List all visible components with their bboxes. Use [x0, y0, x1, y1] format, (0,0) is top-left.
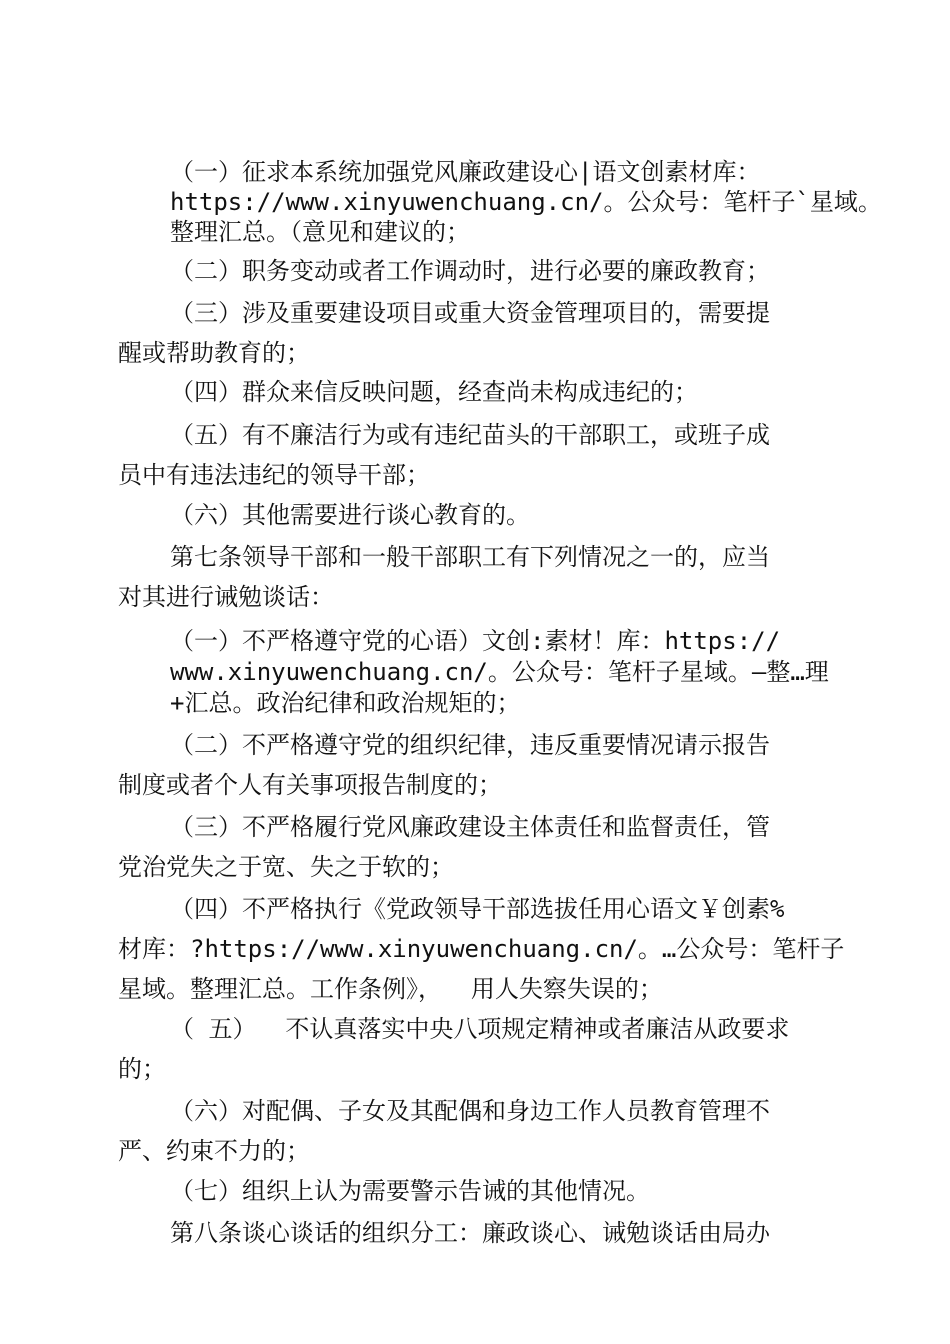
text-line: 材库：?https://www.xinyuwenchuang.cn/。…公众号：笔杆子: [118, 935, 845, 963]
text-line: 整理汇总。（意见和建议的；: [170, 218, 470, 246]
text-line: （ 五） 不认真落实中央八项规定精神或者廉洁从政要求: [170, 1015, 790, 1043]
text-line: 第八条谈心谈话的组织分工：廉政谈心、诫勉谈话由局办: [170, 1219, 770, 1247]
text-line: 党治党失之于宽、失之于软的；: [118, 853, 454, 881]
text-line: （二）不严格遵守党的组织纪律，违反重要情况请示报告: [170, 731, 770, 759]
text-line: （四）不严格执行《党政领导干部选拔任用心语文￥创素%: [170, 895, 785, 923]
text-line: （四）群众来信反映问题，经查尚未构成违纪的；: [170, 378, 698, 406]
text-line: （三）不严格履行党风廉政建设主体责任和监督责任，管: [170, 813, 770, 841]
text-line: 员中有违法违纪的领导干部；: [118, 461, 430, 489]
text-line: https://www.xinyuwenchuang.cn/。公众号：笔杆子`星域。: [170, 188, 882, 216]
text-line: （七）组织上认为需要警示告诫的其他情况。: [170, 1177, 650, 1205]
text-line: （六）对配偶、子女及其配偶和身边工作人员教育管理不: [170, 1097, 770, 1125]
text-line: 制度或者个人有关事项报告制度的；: [118, 771, 502, 799]
text-line: 的；: [118, 1055, 166, 1083]
text-line: www.xinyuwenchuang.cn/。公众号：笔杆子星域。—整…理: [170, 658, 829, 686]
text-line: （二）职务变动或者工作调动时，进行必要的廉政教育；: [170, 257, 770, 285]
text-line: （一）征求本系统加强党风廉政建设心|语文创素材库：: [170, 158, 761, 186]
text-line: +汇总。政治纪律和政治规矩的；: [170, 689, 521, 717]
text-line: 星域。整理汇总。工作条例》， 用人失察失误的；: [118, 975, 663, 1003]
text-line: 醒或帮助教育的；: [118, 339, 310, 367]
text-line: 第七条领导干部和一般干部职工有下列情况之一的，应当: [170, 543, 770, 571]
text-line: 严、约束不力的；: [118, 1137, 310, 1165]
text-line: （一）不严格遵守党的心语）文创:素材！库：https://: [170, 627, 781, 655]
text-line: （三）涉及重要建设项目或重大资金管理项目的，需要提: [170, 299, 770, 327]
text-line: （五）有不廉洁行为或有违纪苗头的干部职工，或班子成: [170, 421, 770, 449]
text-line: （六）其他需要进行谈心教育的。: [170, 501, 530, 529]
text-line: 对其进行诫勉谈话：: [118, 583, 334, 611]
